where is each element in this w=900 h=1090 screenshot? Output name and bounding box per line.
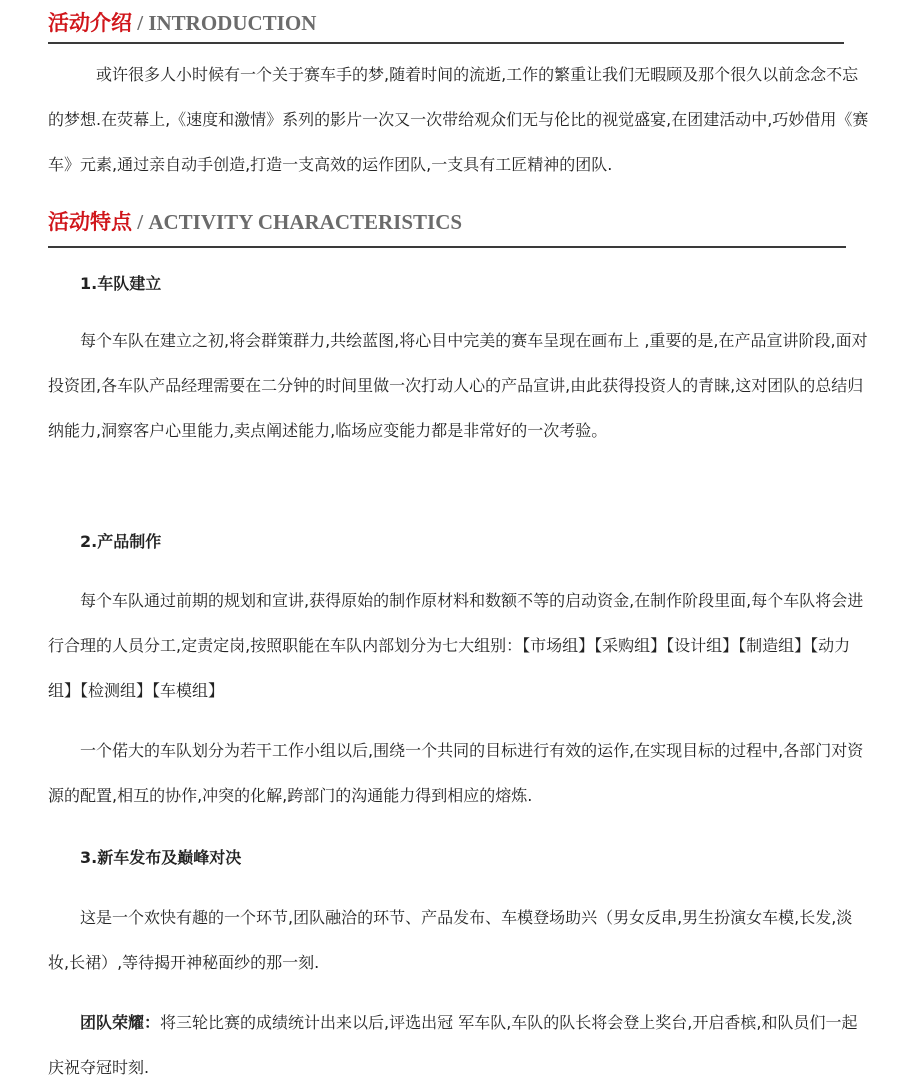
features-heading-en: / ACTIVITY CHARACTERISTICS	[132, 210, 463, 234]
section-paragraph: 每个车队通过前期的规划和宣讲,获得原始的制作原材料和数额不等的启动资金,在制作阶段里面,每个车队将会进行合理的人员分工,定责定岗,按照职能在车队内部划分为七大组别：【市场组】【采购组】【设计组】【制造组】【动力组】【检测组】【车模组】	[48, 591, 864, 700]
honor-label: 团队荣耀：	[80, 1013, 161, 1032]
features-heading	[48, 212, 462, 233]
intro-divider	[48, 42, 844, 44]
section-paragraph: 每个车队在建立之初,将会群策群力,共绘蓝图,将心目中完美的赛车呈现在画布上 ,重要的是,在产品宣讲阶段,面对投资团,各车队产品经理需要在二分钟的时间里做一次打动人心的产品宣讲,由此获得投资人的青睐,这对团队的总结归纳能力,洞察客户心里能力,卖点阐述能力,临场应变能力都是非常好的一次考验。	[48, 331, 868, 440]
honor-text: 将三轮比赛的成绩统计出来以后,评选出冠 军车队,车队的队长将会登上奖台,开启香槟,和队员们一起庆祝夺冠时刻.	[48, 1013, 858, 1077]
honor-paragraph	[48, 1000, 870, 1090]
intro-paragraph: 或许很多人小时候有一个关于赛车手的梦,随着时间的流逝,工作的繁重让我们无暇顾及那个很久以前念念不忘的梦想.在荧幕上,《速度和激情》系列的影片一次又一次带给观众们无与伦比的视觉盛宴,在团建活动中,巧妙借用《赛车》元素,通过亲自动手创造,打造一支高效的运作团队,一支具有工匠精神的团队.	[48, 65, 869, 174]
section-title-product-making: 2.产品制作	[80, 532, 162, 551]
section-paragraph: 这是一个欢快有趣的一个环节,团队融洽的环节、产品发布、车模登场助兴（男女反串,男生扮演女车模,长发,淡妆,长裙）,等待揭开神秘面纱的那一刻.	[48, 908, 853, 972]
intro-heading-en: / INTRODUCTION	[132, 11, 317, 35]
features-divider	[48, 246, 846, 248]
section-title-team-building: 1.车队建立	[80, 274, 162, 293]
section-title-launch-showdown: 3.新车发布及巅峰对决	[80, 848, 242, 867]
intro-heading-cn: 活动介绍	[48, 11, 132, 35]
intro-heading	[48, 13, 316, 34]
section-paragraph: 一个偌大的车队划分为若干工作小组以后,围绕一个共同的目标进行有效的运作,在实现目标的过程中,各部门对资源的配置,相互的协作,冲突的化解,跨部门的沟通能力得到相应的熔炼.	[48, 741, 864, 805]
features-heading-cn: 活动特点	[48, 210, 132, 234]
